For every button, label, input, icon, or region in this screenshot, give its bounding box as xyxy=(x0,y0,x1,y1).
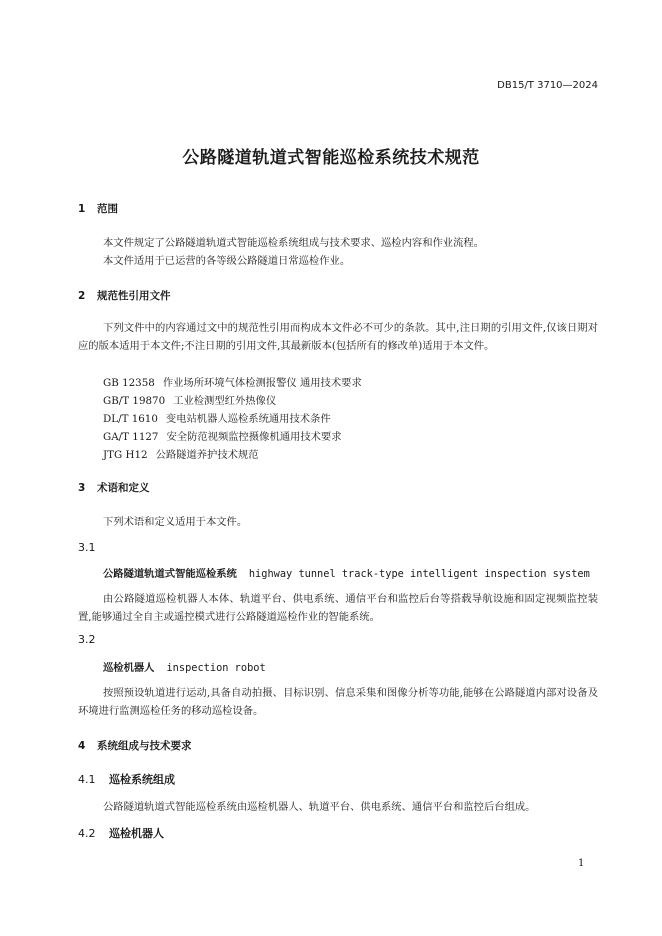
paragraph: 公路隧道轨道式智能巡检系统由巡检机器人、轨道平台、供电系统、通信平台和监控后台组成。 xyxy=(103,801,536,813)
section-title: 术语和定义 xyxy=(97,482,150,494)
section-4-heading xyxy=(78,738,192,753)
reference-item xyxy=(103,374,362,389)
reference-code: DL/T 1610 xyxy=(103,413,158,425)
term-3-2 xyxy=(103,659,266,674)
document-code: DB15/T 3710—2024 xyxy=(497,80,598,91)
term-chinese: 巡检机器人 xyxy=(103,662,155,674)
section-number: 3 xyxy=(78,482,86,494)
reference-code: GB/T 19870 xyxy=(103,395,166,407)
section-3-heading xyxy=(78,480,150,495)
section-2-heading xyxy=(78,288,171,303)
term-definition: 按照预设轨道进行运动,具备自动拍摄、目标识别、信息采集和图像分析等功能,能够在公路隧道内部对设备及环境进行监测巡检任务的移动巡检设备。 xyxy=(78,687,598,717)
page-number: 1 xyxy=(578,858,585,869)
reference-item xyxy=(103,446,259,461)
reference-code: JTG H12 xyxy=(103,449,148,461)
section-title: 范围 xyxy=(97,203,118,215)
reference-name: 变电站机器人巡检系统通用技术条件 xyxy=(165,413,331,425)
term-english: inspection robot xyxy=(166,662,266,674)
term-definition: 由公路隧道巡检机器人本体、轨道平台、供电系统、通信平台和监控后台等搭载导航设施和固定视频监控装置,能够通过全自主或遥控模式进行公路隧道巡检作业的智能系统。 xyxy=(78,593,598,623)
paragraph: 下列术语和定义适用于本文件。 xyxy=(103,516,248,528)
section-number: 4 xyxy=(78,740,86,752)
subsection-number: 4.2 xyxy=(78,827,96,840)
subsection-title: 巡检系统组成 xyxy=(109,773,175,786)
term-english: highway tunnel track-type intelligent inspection system xyxy=(248,568,590,580)
reference-name: 公路隧道养护技术规范 xyxy=(155,449,259,461)
subsection-4-2-heading xyxy=(78,825,164,841)
section-title: 规范性引用文件 xyxy=(97,290,171,302)
paragraph: 本文件适用于已运营的各等级公路隧道日常巡检作业。 xyxy=(103,255,351,267)
term-number: 3.1 xyxy=(78,541,96,554)
reference-name: 作业场所环境气体检测报警仪 通用技术要求 xyxy=(162,377,362,389)
reference-item xyxy=(103,410,331,425)
subsection-4-1-heading xyxy=(78,771,175,787)
paragraph: 下列文件中的内容通过文中的规范性引用而构成本文件必不可少的条款。其中,注日期的引用文件,仅该日期对应的版本适用于本文件;不注日期的引用文件,其最新版本(包括所有的修改单)适用于本文件。 xyxy=(78,322,598,352)
subsection-title: 巡检机器人 xyxy=(109,827,164,840)
subsection-number: 4.1 xyxy=(78,773,96,786)
section-number: 1 xyxy=(78,203,86,215)
term-chinese: 公路隧道轨道式智能巡检系统 xyxy=(103,568,237,580)
page-title: 公路隧道轨道式智能巡检系统技术规范 xyxy=(182,148,480,168)
section-1-heading xyxy=(78,201,118,216)
reference-name: 安全防范视频监控摄像机通用技术要求 xyxy=(166,431,342,443)
section-number: 2 xyxy=(78,290,86,302)
reference-name: 工业检测型红外热像仪 xyxy=(173,395,277,407)
reference-code: GA/T 1127 xyxy=(103,431,159,443)
term-number: 3.2 xyxy=(78,633,96,646)
term-3-1 xyxy=(103,565,590,580)
section-title: 系统组成与技术要求 xyxy=(97,740,192,752)
reference-code: GB 12358 xyxy=(103,377,155,389)
reference-item xyxy=(103,428,342,443)
reference-item xyxy=(103,392,276,407)
paragraph: 本文件规定了公路隧道轨道式智能巡检系统组成与技术要求、巡检内容和作业流程。 xyxy=(103,237,484,249)
